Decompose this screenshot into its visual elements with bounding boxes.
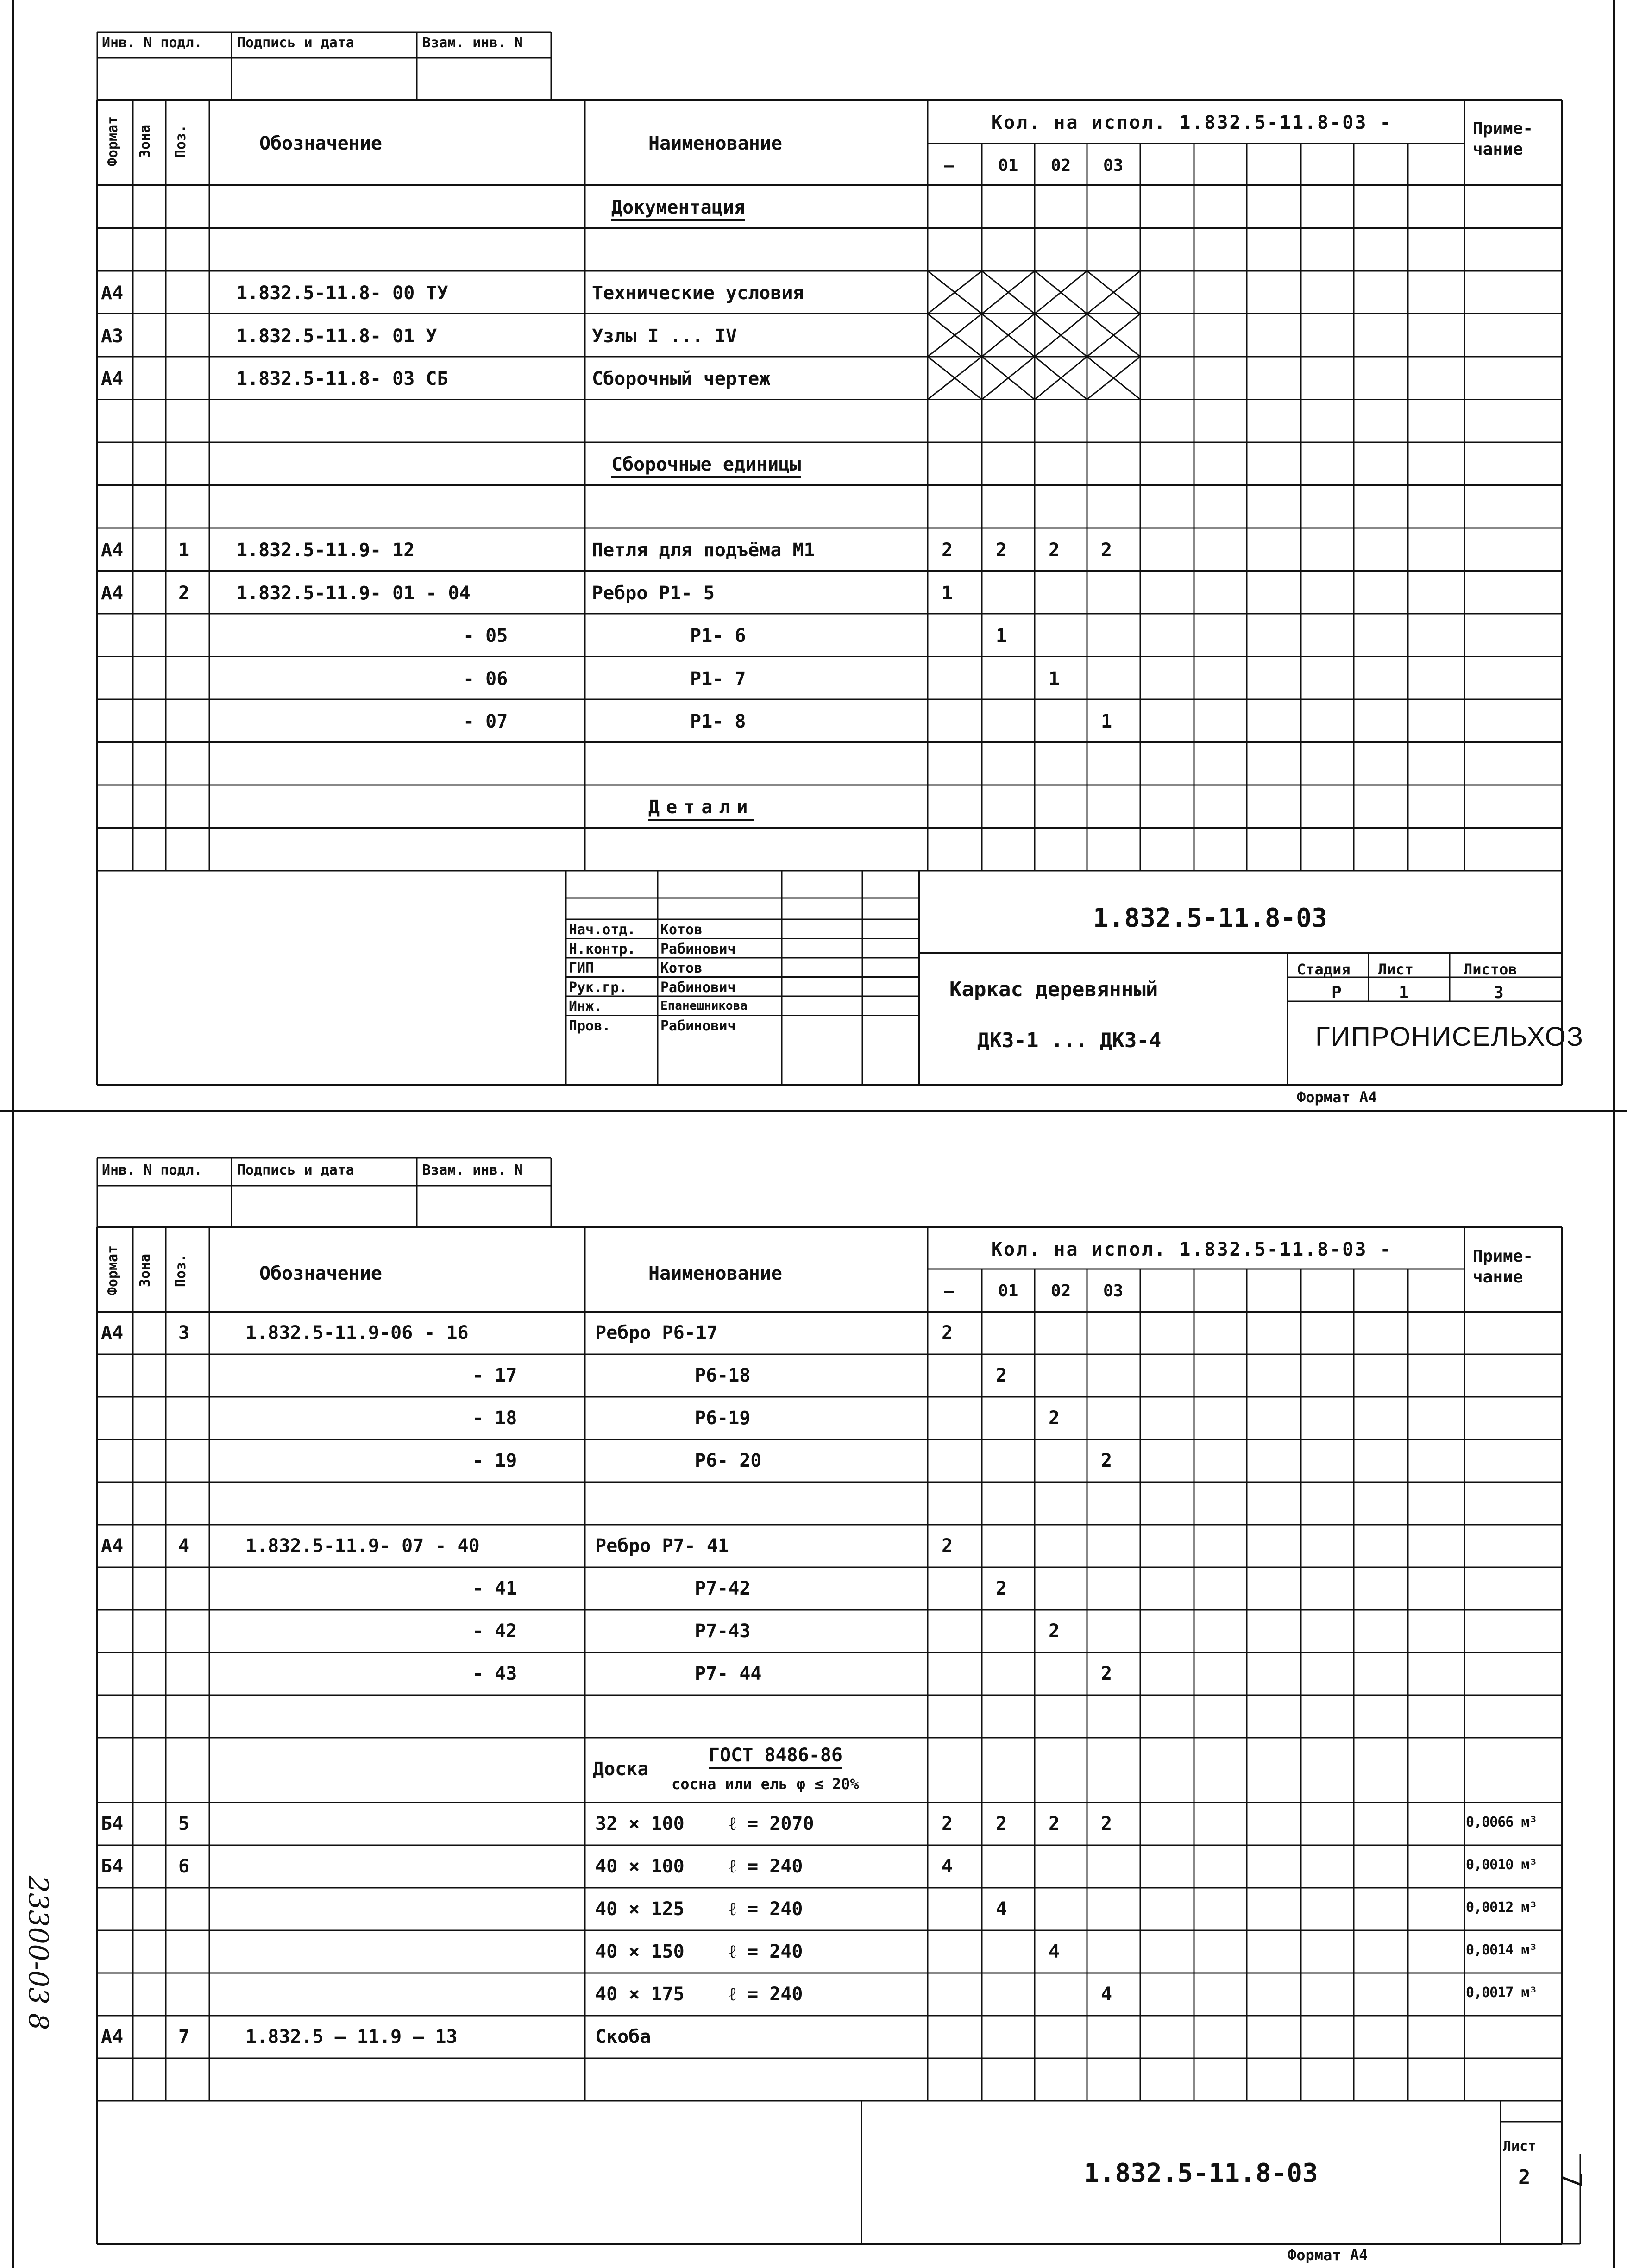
- column-format-header: Формат: [105, 1245, 121, 1296]
- row-name: Скоба: [595, 2026, 651, 2048]
- title-block-role: Рук.гр.: [569, 979, 628, 996]
- row-qty: 4: [1049, 1941, 1060, 1962]
- sheet-1-format-label: Формат А4: [1297, 1088, 1377, 1106]
- variant-header: 01: [998, 1282, 1018, 1300]
- row-format: Б4: [101, 1813, 124, 1835]
- row-name: Ребро Р7- 41: [595, 1535, 729, 1557]
- row-name: Р7-43: [695, 1621, 751, 1642]
- crossed-cell: [982, 357, 1035, 400]
- stamp-inv-podl: Инв. N подл.: [102, 1162, 202, 1178]
- row-name: Р6-18: [695, 1365, 751, 1386]
- crossed-cell: [1087, 271, 1140, 314]
- row-format: А4: [101, 1322, 124, 1344]
- row-name: Р7- 44: [695, 1663, 762, 1684]
- column-designation-header: Обозначение: [259, 1263, 382, 1284]
- row-qty: 1: [1049, 668, 1060, 690]
- stamp-signature-date: Подпись и дата: [237, 35, 354, 51]
- row-name: Документация: [611, 197, 745, 218]
- row-name: Сборочный чертеж: [592, 368, 771, 390]
- row-qty: 2: [1049, 1621, 1060, 1642]
- row-designation: - 19: [472, 1450, 517, 1471]
- board-material: сосна или ель φ ≤ 20%: [672, 1775, 859, 1793]
- title-block-role: Н.контр.: [569, 941, 636, 957]
- column-pos-header: Поз.: [173, 1253, 189, 1288]
- sheet-2-format-label: Формат А4: [1288, 2246, 1368, 2264]
- row-designation: 1.832.5-11.8- 03 СБ: [236, 368, 448, 390]
- row-format: А4: [101, 283, 124, 304]
- row-note: 0,0066 м³: [1466, 1814, 1537, 1830]
- title-block-name: Котов: [660, 960, 703, 976]
- crossed-cell: [982, 314, 1035, 357]
- row-designation: - 05: [463, 625, 508, 647]
- crossed-cell: [928, 271, 982, 314]
- row-pos: 2: [178, 582, 190, 604]
- row-pos: 1: [178, 540, 190, 561]
- row-qty: 2: [1101, 1813, 1112, 1835]
- stamp-inv-podl: Инв. N подл.: [102, 35, 202, 51]
- row-qty: 2: [1101, 1450, 1112, 1471]
- row-qty: 4: [1101, 1984, 1112, 2005]
- row-designation: - 17: [472, 1365, 517, 1386]
- title-block-name: Епанешникова: [660, 999, 748, 1013]
- title-block-document: 1.832.5-11.8-03: [1093, 903, 1327, 933]
- title-block-title-line1: Каркас деревянный: [949, 978, 1158, 1001]
- row-pos: 3: [178, 1322, 190, 1344]
- column-qty-header: Кол. на испол. 1.832.5-11.8-03 -: [991, 1239, 1393, 1260]
- variant-header: 02: [1051, 156, 1071, 175]
- sheet-2-grid: [0, 1112, 1627, 2268]
- row-qty: 1: [996, 625, 1007, 647]
- column-note-header: Приме- чание: [1473, 119, 1533, 159]
- variant-header: —: [944, 156, 954, 175]
- title-block-stage-label: Стадия: [1297, 961, 1351, 978]
- title-block-role: ГИП: [569, 960, 594, 976]
- row-pos: 7: [178, 2026, 190, 2048]
- variant-header: 03: [1103, 1282, 1124, 1300]
- row-qty: 2: [1101, 540, 1112, 561]
- row-name: Р6- 20: [695, 1450, 762, 1471]
- row-format: А4: [101, 540, 124, 561]
- row-qty: 2: [1049, 540, 1060, 561]
- column-zone-header: Зона: [137, 1253, 154, 1288]
- column-note-header: Приме- чание: [1473, 1247, 1533, 1287]
- column-format-header: Формат: [105, 116, 121, 167]
- row-name: Ребро Р6-17: [595, 1322, 718, 1344]
- crossed-cell: [1035, 357, 1087, 400]
- row-pos: 5: [178, 1813, 190, 1835]
- row-name: Узлы I ... IV: [592, 325, 737, 347]
- footer-sheet: 2: [1518, 2166, 1531, 2189]
- title-block-organization: ГИПРОНИСЕЛЬХОЗ: [1315, 1022, 1584, 1052]
- crossed-cell: [1035, 271, 1087, 314]
- row-note: 0,0010 м³: [1466, 1857, 1537, 1873]
- page-mark: 7: [1556, 2172, 1586, 2188]
- row-qty: 2: [942, 540, 953, 561]
- row-name: 40 × 175 ℓ = 240: [595, 1984, 803, 2005]
- crossed-cell: [928, 314, 982, 357]
- row-note: 0,0017 м³: [1466, 1985, 1537, 2001]
- row-qty: 1: [1101, 711, 1112, 732]
- title-block-name: Рабинович: [660, 1018, 736, 1034]
- stamp-signature-date: Подпись и дата: [237, 1162, 354, 1178]
- row-qty: 2: [1049, 1407, 1060, 1429]
- stamp-vzam-inv: Взам. инв. N: [422, 1162, 523, 1178]
- row-format: А4: [101, 1535, 124, 1557]
- row-qty: 2: [996, 1578, 1007, 1599]
- row-name: 32 × 100 ℓ = 2070: [595, 1813, 814, 1835]
- row-qty: 2: [996, 1365, 1007, 1386]
- title-block-role: Нач.отд.: [569, 922, 636, 938]
- column-name-header: Наименование: [648, 1263, 782, 1284]
- row-qty: 2: [942, 1322, 953, 1344]
- row-name: Сборочные единицы: [611, 454, 801, 475]
- row-name: Р1- 7: [690, 668, 746, 690]
- row-name: 40 × 100 ℓ = 240: [595, 1856, 803, 1877]
- row-qty: 4: [942, 1856, 953, 1877]
- row-name: Р1- 8: [690, 711, 746, 732]
- row-qty: 2: [996, 540, 1007, 561]
- stamp-vzam-inv: Взам. инв. N: [422, 35, 523, 51]
- title-block-sheets-label: Листов: [1464, 961, 1517, 978]
- row-format: А4: [101, 582, 124, 604]
- row-qty: 2: [942, 1535, 953, 1557]
- row-format: А4: [101, 2026, 124, 2048]
- crossed-cell: [1087, 314, 1140, 357]
- row-designation: - 42: [472, 1621, 517, 1642]
- footer-document: 1.832.5-11.8-03: [1084, 2158, 1318, 2188]
- title-block-stage: Р: [1332, 983, 1342, 1002]
- row-name: 40 × 150 ℓ = 240: [595, 1941, 803, 1962]
- row-name: 40 × 125 ℓ = 240: [595, 1898, 803, 1920]
- title-block-name: Котов: [660, 922, 703, 938]
- board-label: Доска: [593, 1759, 649, 1780]
- crossed-cell: [1035, 314, 1087, 357]
- board-standard: ГОСТ 8486-86: [709, 1745, 842, 1766]
- title-block-role: Инж.: [569, 999, 603, 1015]
- column-name-header: Наименование: [648, 133, 782, 154]
- row-qty: 2: [942, 1813, 953, 1835]
- title-block-title-line2: ДК3-1 ... ДК3-4: [977, 1029, 1162, 1052]
- variant-header: 01: [998, 156, 1018, 175]
- title-block-sheet-label: Лист: [1378, 961, 1414, 978]
- row-name: Технические условия: [592, 283, 804, 304]
- variant-header: 02: [1051, 1282, 1071, 1300]
- row-name: Петля для подъёма М1: [592, 540, 815, 561]
- row-qty: 2: [1049, 1813, 1060, 1835]
- row-designation: - 07: [463, 711, 508, 732]
- variant-header: 03: [1103, 156, 1124, 175]
- row-name: Ребро Р1- 5: [592, 582, 715, 604]
- row-pos: 4: [178, 1535, 190, 1557]
- title-block-name: Рабинович: [660, 941, 736, 957]
- row-designation: 1.832.5-11.9- 12: [236, 540, 415, 561]
- crossed-cell: [982, 271, 1035, 314]
- crossed-cell: [928, 357, 982, 400]
- row-name: Р1- 6: [690, 625, 746, 647]
- row-format: Б4: [101, 1856, 124, 1877]
- row-designation: - 43: [472, 1663, 517, 1684]
- row-designation: 1.832.5-11.8- 01 У: [236, 325, 437, 347]
- row-designation: 1.832.5-11.9- 01 - 04: [236, 582, 471, 604]
- column-qty-header: Кол. на испол. 1.832.5-11.8-03 -: [991, 112, 1393, 133]
- row-qty: 1: [942, 582, 953, 604]
- title-block-sheet: 1: [1399, 983, 1409, 1002]
- title-block-name: Рабинович: [660, 979, 736, 996]
- row-format: А4: [101, 368, 124, 390]
- row-note: 0,0012 м³: [1466, 1899, 1537, 1916]
- row-note: 0,0014 м³: [1466, 1942, 1537, 1958]
- album-mark: 23300-03 8: [23, 1876, 54, 2030]
- row-designation: - 18: [472, 1407, 517, 1429]
- row-qty: 2: [996, 1813, 1007, 1835]
- row-qty: 2: [1101, 1663, 1112, 1684]
- row-designation: 1.832.5-11.8- 00 ТУ: [236, 283, 448, 304]
- row-designation: 1.832.5 — 11.9 — 13: [245, 2026, 458, 2048]
- crossed-cell: [1087, 357, 1140, 400]
- title-block-role: Пров.: [569, 1018, 611, 1034]
- row-designation: 1.832.5-11.9- 07 - 40: [245, 1535, 480, 1557]
- title-block-sheets: 3: [1494, 983, 1504, 1002]
- row-name: Р7-42: [695, 1578, 751, 1599]
- row-pos: 6: [178, 1856, 190, 1877]
- row-qty: 4: [996, 1898, 1007, 1920]
- column-pos-header: Поз.: [173, 124, 189, 158]
- footer-sheet-label: Лист: [1503, 2138, 1537, 2155]
- column-zone-header: Зона: [137, 124, 154, 158]
- row-designation: - 06: [463, 668, 508, 690]
- variant-header: —: [944, 1282, 954, 1300]
- row-format: А3: [101, 325, 124, 347]
- row-designation: - 41: [472, 1578, 517, 1599]
- row-designation: 1.832.5-11.9-06 - 16: [245, 1322, 469, 1344]
- row-name: Детали: [648, 797, 754, 818]
- column-designation-header: Обозначение: [259, 133, 382, 154]
- row-name: Р6-19: [695, 1407, 751, 1429]
